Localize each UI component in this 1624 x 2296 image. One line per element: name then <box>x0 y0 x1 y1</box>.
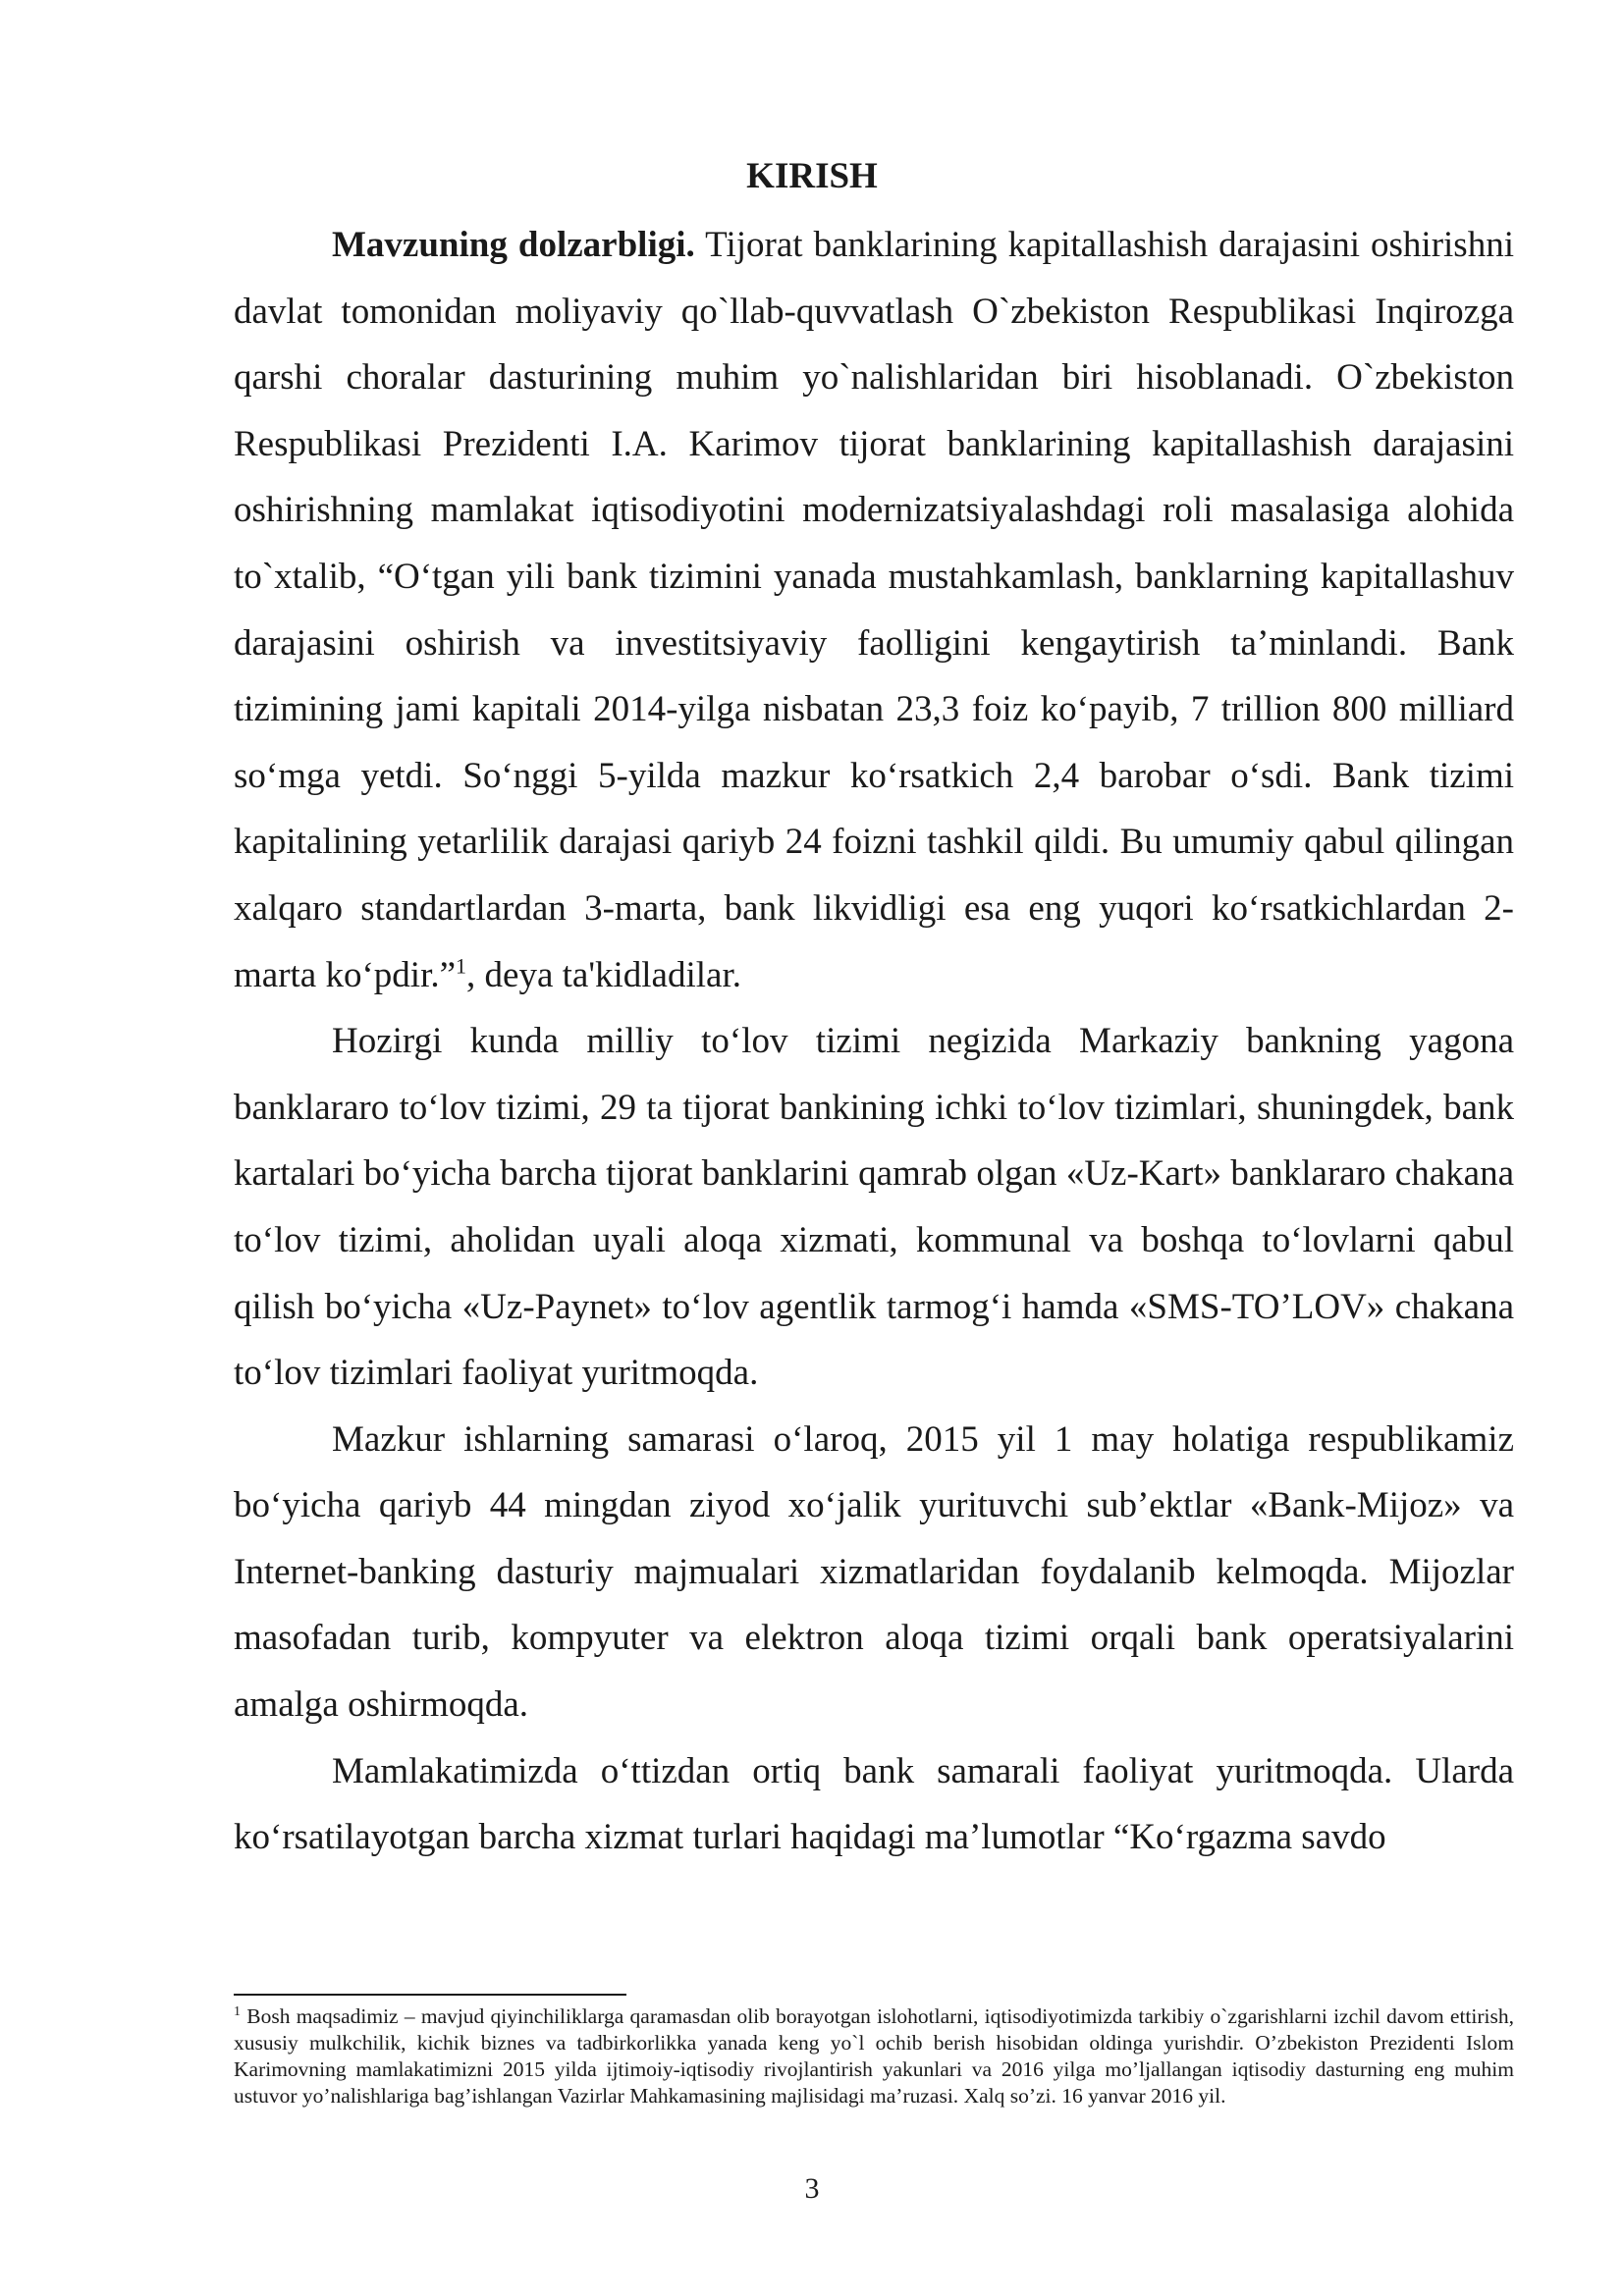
footnote-mark: 1 <box>234 2003 241 2019</box>
paragraph-text: Tijorat banklarining kapitallashish darajasini oshirishni davlat tomonidan moliyaviy qo`llab-quvvatlash O`zbekiston Respublikasi Inqirozga qarshi choralar dasturining muhim yo`nalishlaridan biri hisoblanadi. O`zbekiston Respublikasi Prezidenti I.A. Karimov tijorat banklarining kapitallashish darajasini oshirishning mamlakat iqtisodiyotini modernizatsiyalashdagi roli masalasiga alohida to`xtalib, “O‘tgan yili bank tizimini yanada mustahkamlash, banklarning kapitallashuv darajasini oshirish va investitsiyaviy faolligini kengaytirish ta’minlandi. Bank tizimining jami kapitali 2014-yilga nisbatan 23,3 foiz ko‘payib, 7 trillion 800 milliard so‘mga yetdi. So‘nggi 5-yilda mazkur ko‘rsatkich 2,4 barobar o‘sdi. Bank tizimi kapitalining yetarlilik darajasi qariyb 24 foizni tashkil qildi. Bu umumiy qabul qilingan xalqaro standartlardan 3-marta, bank likvidligi esa eng yuqori ko‘rsatkichlardan 2-marta ko‘pdir.” <box>234 225 1514 995</box>
paragraph-internet-banking: Mazkur ishlarning samarasi o‘laroq, 2015 yil 1 may holatiga respublikamiz bo‘yicha qariyb 44 mingdan ziyod xo‘jalik yurituvchi sub’ektlar «Bank-Mijoz» va Internet-banking dasturiy majmualari xizmatlaridan foydalanib kelmoqda. Mijozlar masofadan turib, kompyuter va elektron aloqa tizimi orqali bank operatsiyalarini amalga oshirmoqda. <box>234 1418 1514 1726</box>
paragraph-payment-system: Hozirgi kunda milliy to‘lov tizimi negizida Markaziy bankning yagona banklararo to‘lov tizimi, 29 ta tijorat bankining ichki to‘lov tizimlari, shuningdek, bank kartalari bo‘yicha barcha tijorat banklarini qamrab olgan «Uz-Kart» banklararo chakana to‘lov tizimi, aholidan uyali aloqa xizmati, kommunal va boshqa to‘lovlarni qabul qilish bo‘yicha «Uz-Paynet» to‘lov agentlik tarmog‘i hamda «SMS-TO’LOV» chakana to‘lov tizimlari faoliyat yuritmoqda. <box>234 1021 1514 1394</box>
paragraph-banks-count: Mamlakatimizda o‘ttizdan ortiq bank samarali faoliyat yuritmoqda. Ularda ko‘rsatilayotgan barcha xizmat turlari haqidagi ma’lumotlar “Ko‘rgazma savdo <box>234 1750 1514 1858</box>
paragraph-relevance <box>234 212 1514 1008</box>
page-number: 3 <box>804 2172 820 2205</box>
paragraph-tail: , deya ta'kidladilar. <box>466 954 741 995</box>
footnote <box>234 2003 1514 2109</box>
body-text <box>234 212 1514 1871</box>
footnote-reference[interactable]: 1 <box>456 953 467 979</box>
footnote-text: Bosh maqsadimiz – mavjud qiyinchiliklarga qaramasdan olib borayotgan islohotlarni, iqtisodiyotimizda tarkibiy o`zgarishlarni izchil davom ettirish, xususiy mulkchilik, kichik biznes va tadbirkorlikka yanada keng yo`l ochib berish hisobidan oldinga yurishdir. O’zbekiston Prezidenti Islom Karimovning mamlakatimizni 2015 yilda ijtimoiy-iqtisodiy rivojlantirish yakunlari va 2016 yilga mo’ljallangan iqtisodiy dasturning eng muhim ustuvor yo’nalishlariga bag’ishlangan Vazirlar Mahkamasining majlisidagi ma’ruzasi. Xalq so’zi. 16 yanvar 2016 yil. <box>234 2004 1514 2108</box>
section-heading: KIRISH <box>746 156 878 196</box>
footnote-divider <box>234 1994 626 1996</box>
paragraph-lead: Mavzuning dolzarbligi. <box>332 225 695 265</box>
